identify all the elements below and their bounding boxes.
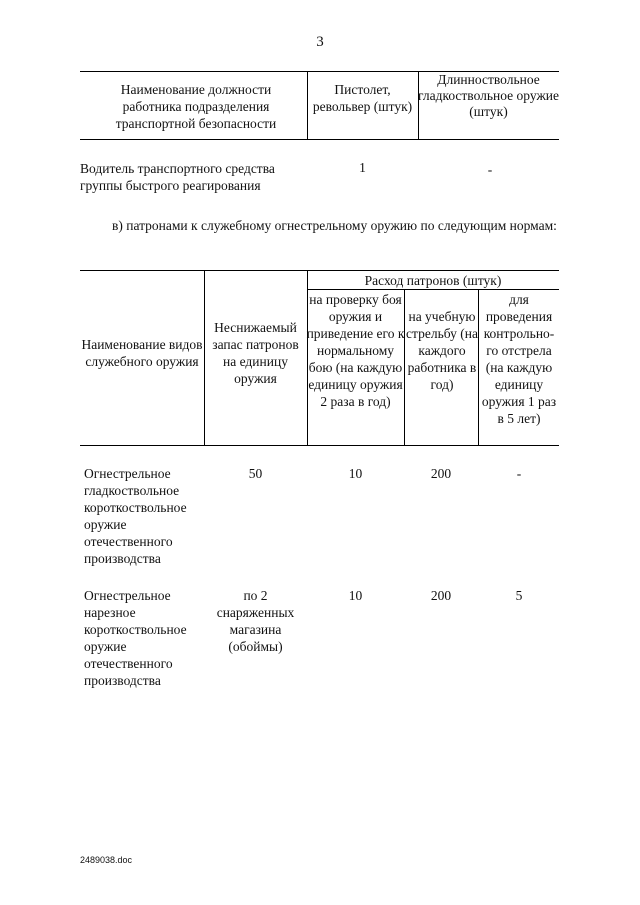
table2-subheader-control: для проведения контрольно-го отстрела (на каждую единицу оружия 1 раз в 5 лет) [481,292,557,426]
table2-header-rule [80,445,559,446]
table2-row2-training: 200 [430,588,452,603]
table1-header-position: Наименование должности работника подразделения транспортной безопасности [115,82,277,131]
table2-subheader-check: на проверку боя оружия и приведение его к нормальному бою (на каждую единицу оружия 2 раза в год) [306,292,405,409]
table2-row1-training: 200 [430,466,452,481]
table2-header-group: Расход патронов (штук) [364,273,502,288]
table2-header-name: Наименование видов служебного оружия [81,337,203,369]
table2-subheader-training: на учебную стрельбу (на каждого работника в год) [406,309,478,392]
table2-row2-check: 10 [348,588,363,603]
table1-cell-pistol: 1 [359,160,366,175]
table2-row2-reserve: по 2 снаряженных магазина (обоймы) [216,588,295,654]
table1-cell-position: Водитель транспортного средства группы быстрого реагирования [80,161,275,193]
table1-header-rule [80,139,559,140]
table2-row2-control: 5 [515,588,523,603]
table2-group-rule [307,289,559,290]
table2-row1-control: - [516,466,522,481]
table1-header-long-gun: Длинноствольное гладкоствольное оружие (штук) [418,72,559,119]
paragraph [80,216,559,236]
table1-cell-long-gun: - [487,162,493,177]
footer-filename: 2489038.doc [80,855,133,865]
table2-row1-name: Огнестрельное гладкоствольное короткоствольное оружие отечественного производства [84,466,187,566]
paragraph-text: в) патронами к служебному огнестрельному оружию по следующим нормам: [112,218,557,233]
table2-top-rule [80,270,559,271]
table2-row1-check: 10 [348,466,363,481]
table2-header-reserve: Неснижаемый запас патронов на единицу оружия [212,320,299,386]
page-number: 3 [316,34,324,50]
table2-row2-name: Огнестрельное нарезное короткоствольное оружие отечественного производства [84,588,187,688]
table2-row1-reserve: 50 [248,466,263,481]
table1-header-pistol: Пистолет, револьвер (штук) [312,82,413,114]
